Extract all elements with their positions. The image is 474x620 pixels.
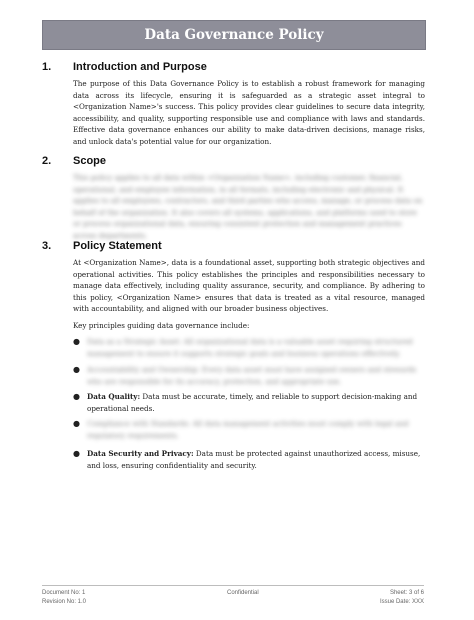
section-1-number: 1. xyxy=(42,61,52,73)
title-banner xyxy=(42,20,426,50)
principle-1-text: Data as a Strategic Asset: All organizational data is a valuable asset requiring structured management to ensure it supports strategic goals and business operations effectively. xyxy=(87,337,413,358)
section-2-blurred-paragraph: This policy applies to all data within <Organization Name>, including customer, financial, operational, and employee information, in all formats, including electronic and physical. It applies to all employees, contractors, and third parties who access, manage, or process data on behalf of the organization. It also covers all systems, applications, and platforms used to store or process organizational data, ensuring consistent protection and management practices across departments. xyxy=(73,173,423,240)
footer-right xyxy=(380,589,424,607)
sheet-number: Sheet: 3 of 6 xyxy=(389,590,424,596)
issue-date: Issue Date: XXX xyxy=(379,599,424,605)
document-title: Data Governance Policy xyxy=(144,27,324,43)
principles-intro: Key principles guiding data governance include: xyxy=(73,321,250,330)
section-2-number: 2. xyxy=(42,155,52,167)
principle-3-body: Data must be accurate, timely, and reliable to support decision-making and operational needs. xyxy=(87,392,418,413)
principle-5-label: Data Security and Privacy: xyxy=(87,449,194,458)
bullet-icon: ● xyxy=(73,392,80,401)
section-3-heading xyxy=(42,240,162,252)
principle-3-text xyxy=(87,391,425,414)
section-2-heading xyxy=(42,155,106,167)
principle-2-text: Accountability and Ownership: Every data asset must have assigned owners and stewards who are responsible for its accuracy, protection, and appropriate use. xyxy=(87,365,417,386)
principle-item-2 xyxy=(73,364,425,387)
bullet-icon: ● xyxy=(73,419,80,428)
section-3-number: 3. xyxy=(42,240,52,252)
footer-center xyxy=(227,589,259,598)
principle-3-label: Data Quality: xyxy=(87,392,141,401)
classification-label: Confidential xyxy=(227,590,259,596)
principle-item-1 xyxy=(73,336,425,359)
revision-number: Revision No: 1.0 xyxy=(42,599,87,605)
bullet-icon: ● xyxy=(73,337,80,346)
section-3-paragraph: At <Organization Name>, data is a foundational asset, supporting both strategic objectives and operational activities. This policy establishes the principles and responsibilities necessary to manage data effectively, including quality assurance, security, and compliance. By adhering to this policy, <Organization Name> ensures that data is treated as a vital resource, managed with accountability, and aligned with our broader business objectives. xyxy=(73,258,425,314)
principle-5-body: Data must be protected against unauthorized access, misuse, and loss, ensuring confidentiality and security. xyxy=(87,449,421,470)
section-1-heading xyxy=(42,61,207,73)
principle-item-4 xyxy=(73,418,425,441)
principle-5-text xyxy=(87,448,425,471)
bullet-icon: ● xyxy=(73,365,80,374)
section-2-title: Scope xyxy=(73,155,107,167)
footer-left xyxy=(42,589,86,607)
principle-item-5 xyxy=(73,448,425,471)
section-1-title: Introduction and Purpose xyxy=(73,61,207,73)
bullet-icon: ● xyxy=(73,449,80,458)
document-number: Document No: 1 xyxy=(42,590,86,596)
principle-4-text: Compliance with Standards: All data management activities must comply with legal and regulatory requirements. xyxy=(87,419,409,440)
section-3-title: Policy Statement xyxy=(73,240,162,252)
principle-item-3 xyxy=(73,391,425,414)
footer-divider xyxy=(42,585,424,586)
section-1-paragraph: The purpose of this Data Governance Policy is to establish a robust framework for managing data across its lifecycle, ensuring it is safeguarded as a strategic asset integral to <Organization Name>'s success. This policy provides clear guidelines to secure data integrity, accessibility, and quality, supporting responsible use and compliance with laws and standards. Effective data governance enhances our ability to make data-driven decisions, manage risks, and unlock data's potential value for our organization. xyxy=(73,79,425,146)
